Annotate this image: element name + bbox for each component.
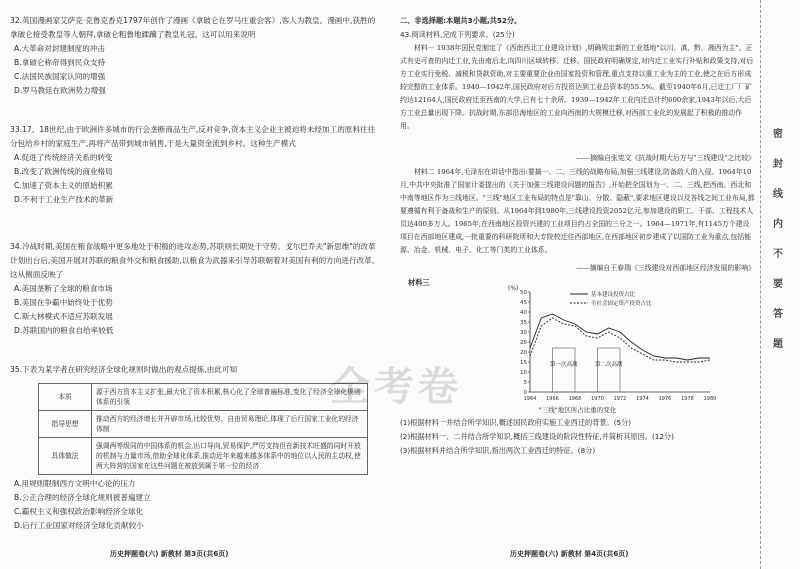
x-tick-label: 1964 [523,396,537,402]
y-tick-label: 40 [520,310,527,316]
phase-box [553,348,576,392]
x-tick-label: 1980 [703,396,717,402]
material-1-source: ——摘编自张宪文《抗战时期大后方与"三线建设"之比较》 [576,154,755,162]
viewpoint-table [38,383,368,475]
option-a[interactable]: A.大革命对封建制度的冲击 [14,44,106,53]
option-d[interactable]: D.罗马教廷在欧洲势力增强 [14,86,106,95]
seal-line-text [770,120,786,360]
y-tick-label: 0 [523,390,527,396]
material-2-source: ——摘编自王春瑞《三线建设对西部地区经济发展的影响》 [575,264,755,272]
option-a[interactable]: A.促进了传统经济关系的转变 [14,153,113,162]
option-a[interactable]: A.用规则限制西方文明中心论的压力 [14,479,136,488]
table-head-cell: 本质 [39,384,92,411]
material-1: 材料一 1938年国民党制定了《西南西北工业建设计划》,明确规定新的工业基地"以川、滇、黔、湘西为主"。正式有史可查的内迁工业,先由南后北,向四川区域转移、迁移。国民政府明确规定,对内迁工业实行补贴和政策支持,对后方工业实行免税、减税和贷款资助,对主要重要企业由国家投资和管理,重点支持以重工业为主的工业,使之在后方形成较完整的工业体系。1940—1942年,国民政府对后方投资达到工业总资本的55.5%。截至1940年6月,已迁工厂厂矿约达12164人,国民政府迁至西南的大学,已有七十余所。1939—1942年工业内迁总计约600余家,1943年以后,大后方工业总量出现下降。抗战时期,东部沿海地区的工业向西南的大规模迁移,对西部工业化的发展起了积极的推动作用。 [400,44,754,130]
x-tick-label: 1966 [546,396,559,402]
x-tick-label: 1972 [613,396,627,402]
y-tick-label: 20 [520,350,527,356]
y-axis-label: (%) [508,285,519,292]
chart-caption: "三线"地区所占比重的变化 [538,406,617,414]
x-tick-label: 1978 [681,396,694,402]
seal-char: 不 [773,249,783,260]
sub-question-2: (2)根据材料一、二并结合所学知识,概括三线建设的阶段性特征,并简析其原因。(12分) [400,432,674,441]
section-heading: 二、非选择题:本题共3小题,共52分。 [400,16,522,25]
option-d[interactable]: D.后行工业国家对经济全球化贡献较小 [14,521,144,530]
left-footer: 历史押题卷(六) 新教材 第3页(共6页) [110,550,229,558]
legend-label: 基本建设投资占比 [591,292,636,298]
option-a[interactable]: A.美国垄断了全球的粮食市场 [14,284,113,293]
question-stem: 35.下表为某学者在研究经济全球化规则时做出的观点提炼,由此可知 [10,365,238,374]
question-43-stem: 43.阅读材料,完成下列要求。(25分) [400,30,515,39]
x-tick-label: 1974 [636,396,649,402]
right-footer: 历史押题卷(六) 新教材 第4页(共6页) [510,550,629,558]
table-head-cell: 指导思想 [39,411,92,438]
table-body-cell: 推动西方的经济增长并开辟市场,比较优势、自由贸易理论,体现了后行国家工业化的经济体制 [92,411,368,438]
y-tick-label: 30 [520,330,527,336]
y-tick-label: 15 [520,360,527,366]
table-row [39,411,368,438]
option-b[interactable]: B.改变了欧洲传统的商业格局 [14,167,113,176]
question-34 [10,240,382,338]
option-c[interactable]: C.斯大林模式不适应苏联发展 [14,312,113,321]
question-35-options [10,477,382,533]
option-b[interactable]: B.拿破仑称帝得到民众支持 [14,58,106,67]
table-body-cell: 源于西方资本主义扩张,最大化了资本积累,核心化了全球普遍标准,变化了经济全球化规则体系的引领 [92,384,368,411]
question-stem: 34.冷战时期,美国在粮食战略中更多地处于积极的进攻态势,苏联则长期处于守势。戈尔巴乔夫"新思维"的改革计划出台后,美国开展对苏联的粮食外交和粮食援助,以粮食为武器来引导苏联朝着对美国有利的方向进行改革。这从侧面反映了 [10,242,380,279]
investment-line-chart [500,280,730,410]
question-33 [10,123,382,207]
left-page [0,0,390,569]
seal-char: 线 [773,189,783,200]
sub-question-1: (1)根据材料一并结合所学知识,概述国民政府实施工业西迁的背景。(5分) [400,418,632,427]
option-b[interactable]: B.美国在争霸中始终处于优势 [14,298,113,307]
watermark: 全考卷 [330,363,462,410]
seal-char: 内 [773,219,783,230]
seal-char: 题 [773,339,783,350]
y-tick-label: 50 [520,290,527,296]
phase-box [598,348,621,392]
seal-char: 要 [773,279,783,290]
table-row [39,384,368,411]
question-stem: 32.英国漫画家艾萨克·克鲁克香克1797年创作了漫画《拿破仑在罗马庄重会客》,客人为教皇。漫画中,获胜的拿破仑接受教皇等人朝拜,拿破仑粗鲁地蹂躏了教皇礼冠。这可以用来说明 [10,16,376,39]
option-b[interactable]: B.公正合理的经济全球化规则被普遍建立 [14,493,151,502]
option-c[interactable]: C.加速了资本主义的原始积累 [14,181,113,190]
table-head-cell: 具体做法 [39,438,92,475]
y-tick-label: 5 [523,380,527,386]
option-c[interactable]: C.法国民族国家认同的增强 [14,72,106,81]
table-row [39,438,368,475]
legend-label: 全社会固定资产投资占比 [591,301,652,307]
x-tick-label: 1968 [568,396,582,402]
phase-label: 第一次高潮 [549,362,578,368]
material-3-title: 材料三 [408,278,430,287]
right-page [400,0,755,569]
material-2: 材料二 1964年,毛泽东在讲话中指出:要搞一、二、三线的战略布局,加强三线建设,防备敌人的入侵。1964年10月,中共中央批准了国家计委提出的《关于加强三线建设问题的报告》,开始把全国划为一、二、三线,把西南、西北和中南等地区作为三线地区。"三线"地区工业布局的特点是"靠山、分散、隐蔽",要求地区建设以及各线之间工业布局,都要遵循有利于备战和生产的原则。从1964年到1980年,三线建设投资2052亿元,参加建设的职工、干部、工程技术人员达400多万人。1965年,在西南地区投资兴建的工业项目约占全国的三分之一。1964—1971年,有1145万个建设项目在西部地区建成,一批重要的科研院所和大专院校迁往西部地区,在西部地区初步建成了以国防工业为重点,包括能源、冶金、机械、电子、化工等门类的工业体系。 [400,168,755,254]
question-32 [10,14,382,98]
seal-char: 封 [773,159,783,170]
option-d[interactable]: D.不利于工业生产技术的革新 [14,195,114,204]
y-tick-label: 35 [520,320,527,326]
y-tick-label: 10 [520,370,527,376]
phase-label: 第二次高潮 [594,362,623,368]
seal-char: 答 [773,309,783,320]
y-tick-label: 25 [520,340,527,346]
table-body-cell: 强调两等级同的中国体系的机会,出口导向,贸易保护,严厉支持但在新技术旺盛的同时开放的机制与力量市场,借助全球化体系,推动近年来越来越多体系中的地位以人民的主动权,使两大阵营的国家在这些问题在被放到属于第一位的经济 [92,438,368,475]
question-35-stem [10,363,382,377]
option-d[interactable]: D.苏联国内的粮食自给率较低 [14,326,114,335]
seal-char: 密 [773,129,783,140]
x-tick-label: 1976 [658,396,672,402]
question-stem: 33.17、18世纪,由于欧洲许多城市的行会垄断商品生产,反对竞争,资本主义企业主被迫将未经加工的原料往往分包给乡村的家庭生产,再将产品带到城市销售,于是大量资金流到乡村。这种生产模式 [10,125,376,148]
option-c[interactable]: C.霸权主义和强权政治影响经济全球化 [14,507,144,516]
sub-question-3: (3)根据材料并结合所学知识,指出两次工业西迁的特征。(8分) [400,446,596,455]
x-tick-label: 1970 [591,396,604,402]
y-tick-label: 45 [520,300,527,306]
